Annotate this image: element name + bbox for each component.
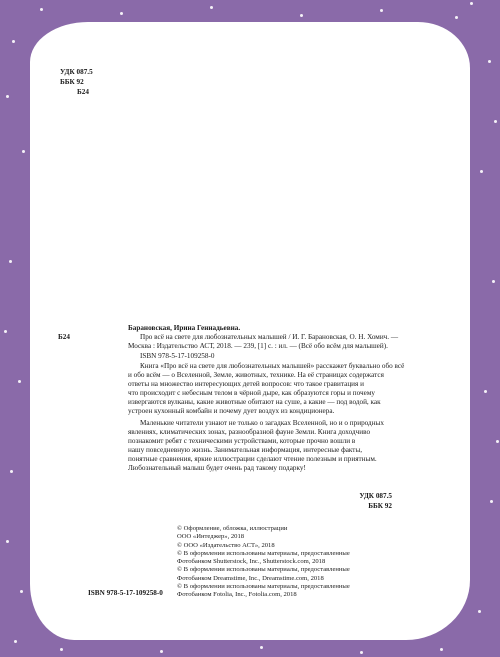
background-dot <box>440 648 443 651</box>
abstract-paragraph-2 <box>128 419 407 473</box>
abstract-line: извергаются вулканы, какие животные обитают на суше, а какие — под водой, как <box>128 398 381 406</box>
abstract-line: познакомит ребят с техническими устройствами, которые прочно вошли в <box>128 437 356 445</box>
author-mark: Б24 <box>77 88 89 96</box>
copyright-line: Фотобанком Fotolia, Inc., Fotolia.com, 2018 <box>177 591 297 599</box>
abstract-line: понятные сравнения, яркие иллюстрации сделают чтение полезным и приятным. <box>128 455 377 463</box>
background-dot <box>260 646 263 649</box>
copyright-line: © В оформлении использованы материалы, предоставленные <box>177 566 350 574</box>
copyright-line: © В оформлении использованы материалы, предоставленные <box>177 583 350 591</box>
background-dot <box>6 540 9 543</box>
background-dot <box>20 590 23 593</box>
copyright-line: © Оформление, обложка, иллюстрации <box>177 525 288 532</box>
title-line: Про всё на свете для любознательных малышей / И. Г. Барановская, О. Н. Хомич. — <box>140 333 399 341</box>
copyright-line: © В оформлении использованы материалы, предоставленные <box>177 549 350 557</box>
abstract-line: что происходит с небесным телом в чёрной дыре, как образуются горы и почему <box>128 389 375 397</box>
background-dot <box>9 260 12 263</box>
background-dot <box>494 120 497 123</box>
abstract-line: нашу повседневную жизнь. Занимательная информация, интересные факты, <box>128 446 363 454</box>
udk-code: УДК 087.5 <box>60 68 93 76</box>
copyright-line: Фотобанком Shutterstock, Inc., Shutterstock.com, 2018 <box>177 558 326 566</box>
background-dot <box>380 9 383 12</box>
background-dot <box>6 95 9 98</box>
background-dot <box>120 12 123 15</box>
background-dot <box>492 280 495 283</box>
background-dot <box>360 651 363 654</box>
background-dot <box>10 470 13 473</box>
copyright-line: Фотобанком Dreamstime, Inc., Dreamstime.com, 2018 <box>177 574 324 582</box>
isbn-line: ISBN 978-5-17-109258-0 <box>140 352 215 360</box>
abstract-line: Любознательный малыш будет очень рад такому подарку! <box>128 464 306 472</box>
abstract-line: явлениях, климатических зонах, разнообразной фауне Земли. Книга доходчиво <box>128 428 371 436</box>
background-dot <box>455 16 458 19</box>
imprint-page <box>30 22 470 640</box>
background-dot <box>300 14 303 17</box>
background-dot <box>12 40 15 43</box>
abstract-line: Книга «Про всё на свете для любознательных малышей» расскажет буквально обо всё <box>140 362 405 370</box>
bbk-code-bottom: ББК 92 <box>368 502 392 510</box>
background-dot <box>210 6 213 9</box>
background-dot <box>22 150 25 153</box>
background-dot <box>40 8 43 11</box>
udk-code-bottom: УДК 087.5 <box>359 492 392 500</box>
abstract-paragraph-1 <box>128 362 407 416</box>
abstract-line: Маленькие читатели узнают не только о загадках Вселенной, но и о природных <box>140 419 384 427</box>
background-dot <box>18 380 21 383</box>
background-dot <box>60 648 63 651</box>
record-mark: Б24 <box>58 333 70 341</box>
abstract-line: устроен кухонный комбайн и почему дует воздух из кондиционера. <box>128 407 335 415</box>
copyright-block <box>177 525 350 600</box>
background-dot <box>496 440 499 443</box>
background-dot <box>478 610 481 613</box>
background-dot <box>14 640 17 643</box>
abstract-line: ответы на множество интересующих детей вопросов: что такое гравитация и <box>128 380 364 388</box>
background-dot <box>490 500 493 503</box>
bbk-code: ББК 92 <box>60 78 84 86</box>
publication-line: Москва : Издательство АСТ, 2018. — 239, [1] с. : ил. — (Всё обо всём для малышей). <box>128 342 388 350</box>
background-dot <box>160 650 163 653</box>
author-heading: Барановская, Ирина Геннадьевна. <box>128 324 241 332</box>
abstract-line: и обо всём — о Вселенной, Земле, животных, технике. На её страницах содержатся <box>128 371 384 379</box>
isbn-bottom: ISBN 978-5-17-109258-0 <box>88 589 163 597</box>
background-dot <box>470 2 473 5</box>
background-dot <box>488 60 491 63</box>
background-dot <box>484 390 487 393</box>
copyright-line: ООО «Интеджер», 2018 <box>177 533 245 541</box>
background-dot <box>4 330 7 333</box>
background-dot <box>480 170 483 173</box>
copyright-line: © ООО «Издательство АСТ», 2018 <box>177 541 275 549</box>
